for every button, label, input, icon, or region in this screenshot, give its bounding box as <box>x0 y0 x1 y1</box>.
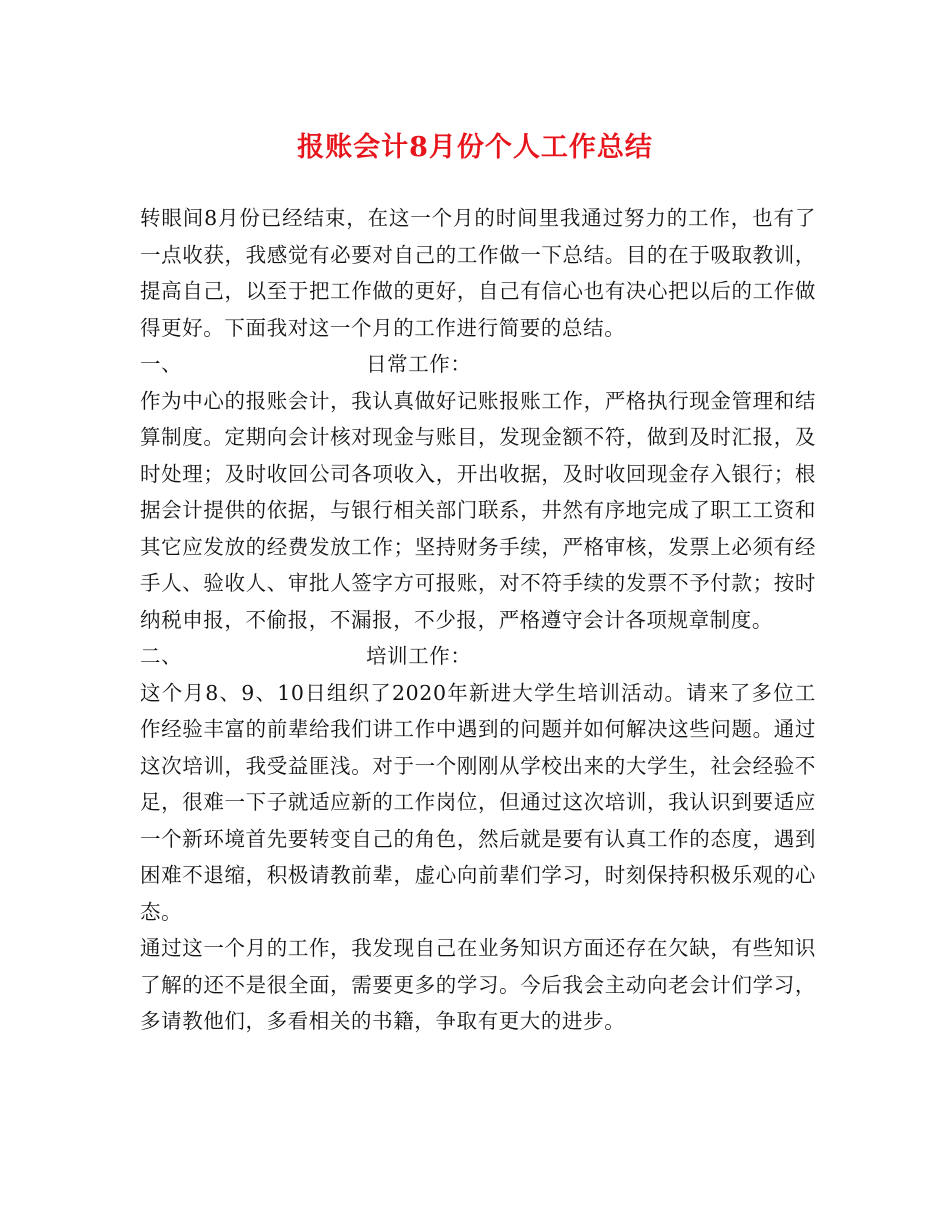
section-number: 二、 <box>140 644 183 668</box>
section-paragraph-training: 这个月8、9、10日组织了2020年新进大学生培训活动。请来了多位工作经验丰富的前辈给我们讲工作中遇到的问题并如何解决这些问题。通过这次培训，我受益匪浅。对于一个刚刚从学校出来的大学生，社会经验不足，很难一下子就适应新的工作岗位，但通过这次培训，我认识到要适应一个新环境首先要转变自己的角色，然后就是要有认真工作的态度，遇到困难不退缩，积极请教前辈，虚心向前辈们学习，时刻保持积极乐观的心态。 <box>140 680 816 924</box>
page-title: 报账会计8月份个人工作总结 <box>297 132 653 163</box>
section-title: 日常工作： <box>366 352 472 376</box>
intro-paragraph: 转眼间8月份已经结束，在这一个月的时间里我通过努力的工作，也有了一点收获，我感觉有必要对自己的工作做一下总结。目的在于吸取教训，提高自己，以至于把工作做的更好，自己有信心也有决心把以后的工作做得更好。下面我对这一个月的工作进行简要的总结。 <box>140 206 816 340</box>
section-heading-daily-work <box>140 346 816 383</box>
section-title: 培训工作： <box>366 644 472 668</box>
conclusion-paragraph: 通过这一个月的工作，我发现自己在业务知识方面还存在欠缺，有些知识了解的还不是很全面，需要更多的学习。今后我会主动向老会计们学习，多请教他们，多看相关的书籍，争取有更大的进步。 <box>140 936 816 1033</box>
section-paragraph-daily-work: 作为中心的报账会计，我认真做好记账报账工作，严格执行现金管理和结算制度。定期向会计核对现金与账目，发现金额不符，做到及时汇报，及时处理；及时收回公司各项收入，开出收据，及时收回现金存入银行；根据会计提供的依据，与银行相关部门联系，井然有序地完成了职工工资和其它应发放的经费发放工作；坚持财务手续，严格审核，发票上必须有经手人、验收人、审批人签字方可报账，对不符手续的发票不予付款；按时纳税申报，不偷报，不漏报，不少报，严格遵守会计各项规章制度。 <box>140 388 816 632</box>
section-number: 一、 <box>140 352 183 376</box>
document-body <box>140 200 816 1040</box>
section-heading-training <box>140 638 816 675</box>
